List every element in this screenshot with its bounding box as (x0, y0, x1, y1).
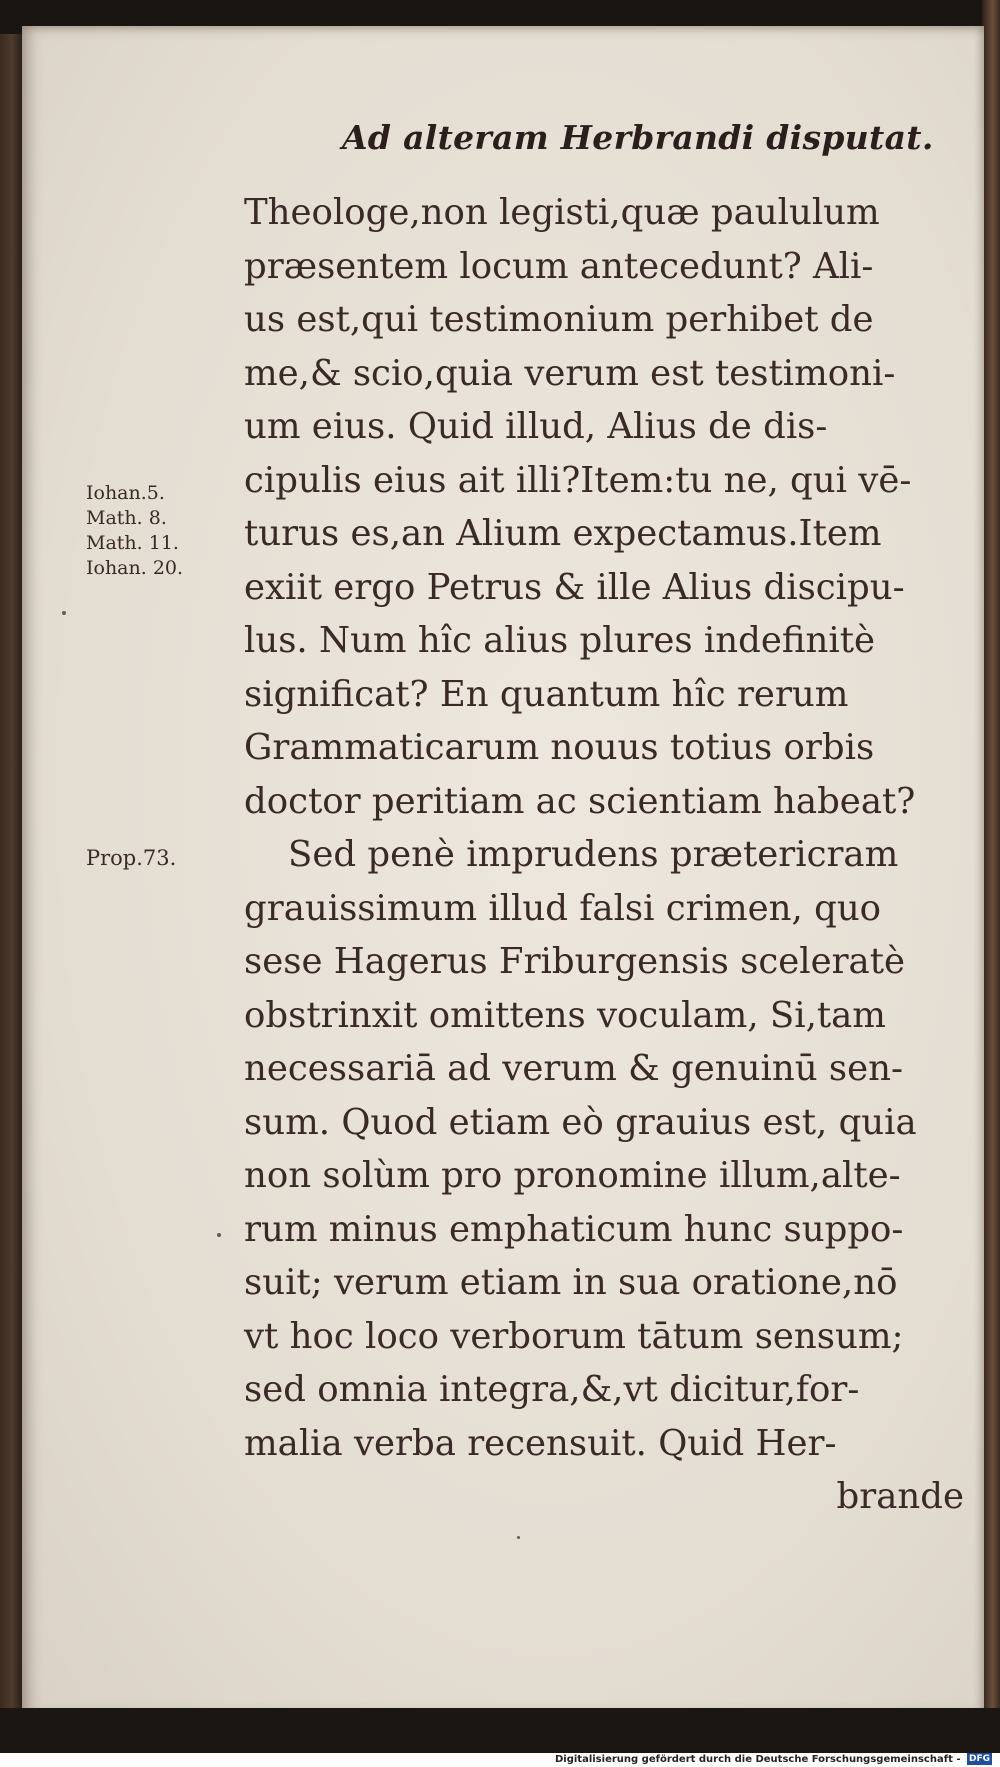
margin-note-proposition (86, 846, 176, 871)
running-head: Ad alteram Herbrandi disputat. (342, 118, 934, 157)
text-line: non solùm pro pronomine illum,alte- (244, 1155, 901, 1196)
text-line: grauissimum illud falsi crimen, quo (244, 887, 882, 929)
text-line: necessariā ad verum & genuinū sen- (244, 1048, 903, 1089)
text-line: Theologe,non legisti,quæ paululum (244, 192, 880, 233)
text-line: lus. Num hîc alius plures indefinitè (244, 620, 876, 661)
body-text (244, 186, 974, 1524)
text-line: sed omnia integra,&,vt dicitur,for- (244, 1369, 860, 1410)
paper-speck (517, 1536, 520, 1539)
text-line: suit; verum etiam in sua oratione,nō (244, 1262, 898, 1303)
book-edge-right (982, 0, 1000, 1753)
text-line: Grammaticarum nouus totius orbis (244, 727, 875, 768)
text-line: præsentem locum antecedunt? Ali- (244, 245, 874, 287)
text-line: exiit ergo Petrus & ille Alius discipu- (244, 566, 905, 608)
text-line: vt hoc loco verborum tātum sensum; (244, 1315, 904, 1357)
funding-credit-text: Digitalisierung gefördert durch die Deutsche Forschungsgemeinschaft - (554, 1754, 961, 1765)
text-line: doctor peritiam ac scientiam habeat? (244, 780, 916, 822)
margin-note: Iohan. 20. (86, 557, 184, 579)
scan-bottom-border (0, 1708, 1000, 1753)
footer-bar (0, 1753, 1000, 1767)
text-line: obstrinxit omittens voculam, Si,tam (244, 994, 886, 1036)
catchword: brande (836, 1476, 964, 1517)
margin-note: Math. 11. (86, 532, 179, 554)
text-line: rum minus emphaticum hunc suppo- (244, 1208, 904, 1250)
text-line: me,& scio,quia verum est testimoni- (244, 352, 896, 394)
book-page (22, 26, 984, 1716)
funding-credit (555, 1753, 992, 1767)
text-line: cipulis eius ait illi?Item:tu ne, qui vē- (244, 459, 912, 501)
text-line: malia verba recensuit. Quid Her- (244, 1422, 837, 1464)
text-line: sum. Quod etiam eò grauius est, quia (244, 1101, 917, 1143)
text-line-paragraph-start: Sed penè imprudens prætericram (288, 834, 899, 875)
margin-notes-references (86, 481, 183, 581)
text-line: um eius. Quid illud, Alius de dis- (244, 406, 828, 447)
text-line: turus es,an Alium expectamus.Item (244, 513, 882, 554)
text-line: sese Hagerus Friburgensis sceleratè (244, 941, 905, 982)
margin-note: Iohan.5. (86, 482, 165, 504)
margin-note: Math. 8. (86, 507, 167, 529)
margin-note: Prop.73. (86, 846, 177, 870)
paper-speck (62, 611, 66, 615)
paper-speck (217, 1233, 221, 1237)
text-line: significat? En quantum hîc rerum (244, 673, 849, 715)
text-line: us est,qui testimonium perhibet de (244, 299, 874, 340)
dfg-logo: DFG (968, 1754, 990, 1764)
